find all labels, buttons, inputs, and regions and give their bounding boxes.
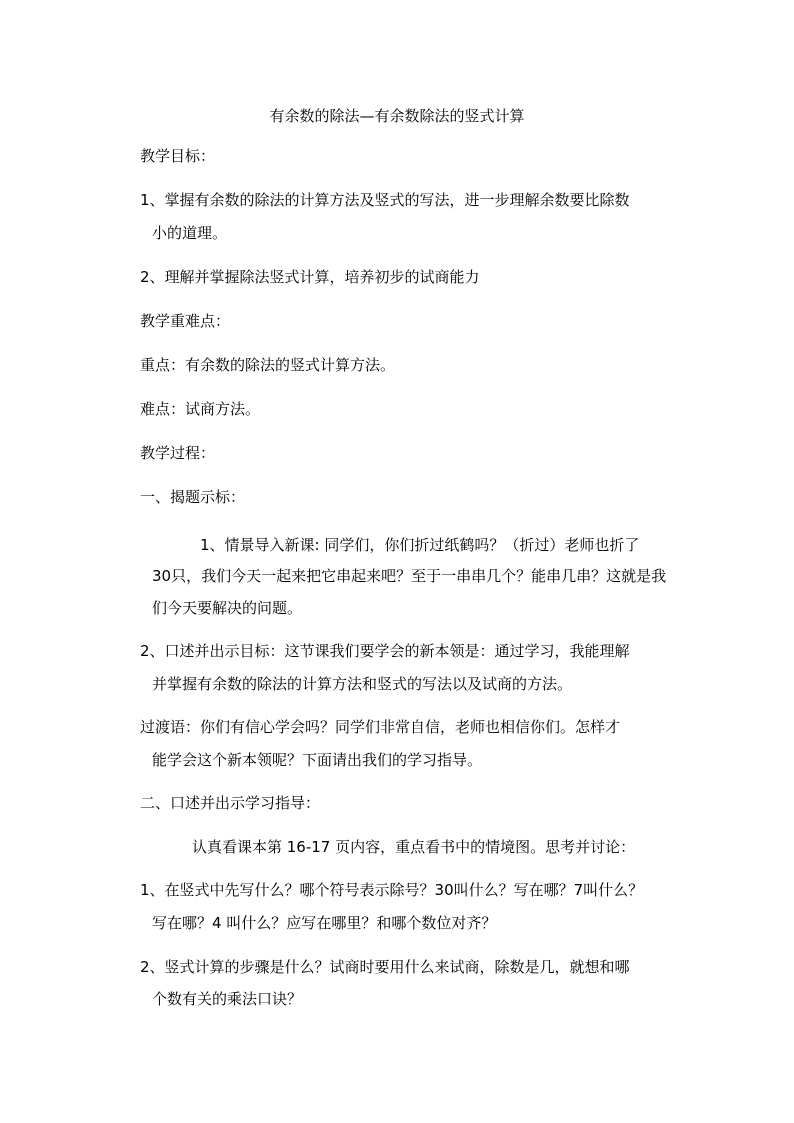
key-points-heading: 教学重难点：: [140, 312, 231, 330]
difficult-point: 难点：试商方法。: [140, 400, 261, 418]
section-1-item-1-line-3: 们今天要解决的问题。: [152, 599, 303, 617]
key-point: 重点：有余数的除法的竖式计算方法。: [140, 356, 396, 374]
transition-line-1: 过渡语：你们有信心学会吗？同学们非常自信，老师也相信你们。怎样才: [140, 718, 621, 736]
section-1-item-1-line-1: 1、情景导入新课: 同学们，你们折过纸鹤吗？（折过）老师也折了: [200, 536, 640, 554]
objective-1-line-2: 小的道理。: [152, 224, 228, 242]
section-1-heading: 一、揭题示标：: [140, 488, 246, 506]
objective-2: 2、理解并掌握除法竖式计算，培养初步的试商能力: [140, 268, 480, 286]
section-1-item-1-line-2: 30只，我们今天一起来把它串起来吧？至于一串串几个？能串几串？这就是我: [152, 567, 667, 585]
section-1-item-2-line-1: 2、口述并出示目标：这节课我们要学会的新本领是：通过学习，我能理解: [140, 642, 630, 660]
objective-1-line-1: 1、掌握有余数的除法的计算方法及竖式的写法，进一步理解余数要比除数: [140, 191, 630, 209]
question-2-line-2: 个数有关的乘法口诀？: [152, 990, 303, 1008]
question-1-line-1: 1、在竖式中先写什么？哪个符号表示除号？30叫什么？写在哪？7叫什么？: [140, 881, 644, 899]
section-1-item-2-line-2: 并掌握有余数的除法的计算方法和竖式的写法以及试商的方法。: [152, 675, 573, 693]
question-2-line-1: 2、竖式计算的步骤是什么？试商时要用什么来试商，除数是几，就想和哪: [140, 958, 630, 976]
transition-line-2: 能学会这个新本领呢？下面请出我们的学习指导。: [152, 751, 483, 769]
document-title: 有余数的除法—有余数除法的竖式计算: [269, 107, 525, 125]
section-2-intro: 认真看课本第 16-17 页内容，重点看书中的情境图。思考并讨论：: [192, 838, 636, 856]
question-1-line-2: 写在哪？4 叫什么？应写在哪里？和哪个数位对齐？: [152, 914, 497, 932]
objectives-heading: 教学目标：: [140, 147, 216, 165]
process-heading: 教学过程：: [140, 444, 216, 462]
section-2-heading: 二、口述并出示学习指导：: [140, 794, 321, 812]
